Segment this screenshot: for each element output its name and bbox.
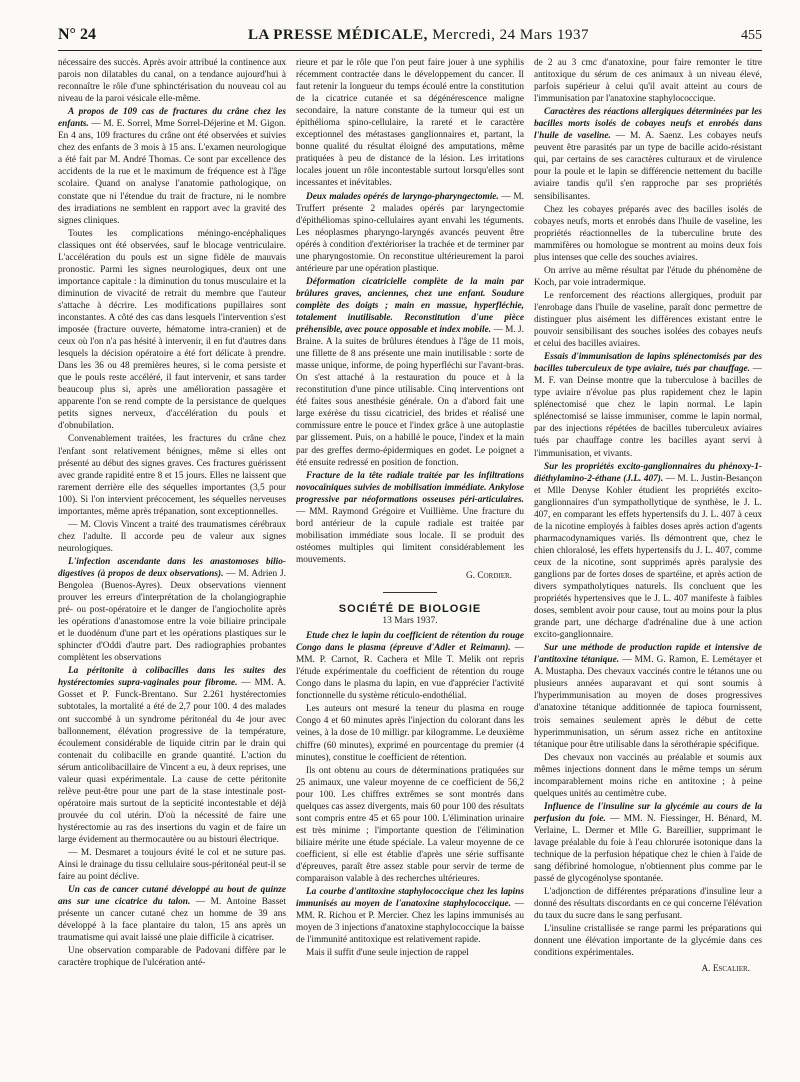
paragraph xyxy=(534,923,762,959)
paragraph xyxy=(58,106,286,226)
paragraph xyxy=(534,265,762,289)
paragraph xyxy=(534,461,762,642)
paragraph xyxy=(58,556,286,664)
paragraph-title: Fracture de la tête radiale traitée par les infiltrations novocaïniques suivies de mobilisation immédiate. Ankylose progressive par néoformations osseuses péri-articulaires. xyxy=(296,470,524,505)
paragraph xyxy=(296,630,524,702)
paragraph-body: Chez les cobayes préparés avec des bacilles isolés de cobayes neufs, morts et enrobés dans l'huile de vaseline, les propriétés réactionnelles de la tuberculine brute des mammifères ou homologue se montrent au moins deux fois plus intenses que celle des souches aviaires. xyxy=(534,204,762,263)
paragraph-body: — MM. N. Fiessinger, H. Bénard, M. Verlaine, L. Dermer et Mlle G. Bareillier, supprimant le lavage préalable du foie à l'eau chlorurée isotonique dans la technique de la perfusion hépatique chez le chien à l'aide de sang défibriné homologue, n'obtiennent plus comme par le passé de glycogénolyse spontanée. xyxy=(534,813,762,885)
paragraph xyxy=(296,276,524,469)
paragraph-body: — M. J. Braine. A la suites de brûlures étendues à l'âge de 11 mois, une fillette de 8 ans présente une main inutilisable : sorte de masse unique, informe, de poing hyperfléchi sur l'avant-bras. On s'est attaché à la restauration du pouce et à la reconstitution d'une pince utilisable. Cinq interventions ont été faites sous anesthésie générale. On a d'abord fait une large exérèse du tissu cicatriciel, des brides et réalisé une commissure entre le pouce et l'index grâce à une autoplastie par glissement. Puis, on a habillé le pouce, l'index et la main par des greffes dermo-épidermiques en godet. Le poignet a été ensuite redressé en position de fonction. xyxy=(296,325,524,468)
paragraph xyxy=(296,57,524,190)
paragraph xyxy=(296,191,524,275)
issue-date: Mercredi, 24 Mars 1937 xyxy=(432,27,589,43)
paragraph xyxy=(534,752,762,800)
paragraph-body: On arrive au même résultat par l'étude du phénomène de Koch, par voie intradermique. xyxy=(534,265,762,288)
paragraph xyxy=(58,945,286,969)
paragraph xyxy=(296,470,524,566)
column-2-top xyxy=(296,57,524,566)
section-divider xyxy=(383,592,437,593)
paragraph-title: Deux malades opérés de laryngo-pharyngectomie. xyxy=(306,191,499,202)
paragraph xyxy=(534,886,762,922)
paragraph-title: La péritonite à colibacilles dans les suites des hystérectomies supra-vaginales pour fibrome. xyxy=(58,666,286,689)
paragraph xyxy=(296,765,524,885)
paragraph xyxy=(534,106,762,202)
issue-number: N° 24 xyxy=(58,26,96,43)
paragraph-body: — MM. A. Gosset et P. Funck-Brentano. Sur 2.261 hystérectomies subtotales, la mortalité a été de 2,7 pour 100. 4 des malades ont succombé à un syndrome péritonéal du 4e jour avec ballonnement, élévation progressive de la température, écoulement considérable de liquide citrin par le drain qui contenait du colibacille en grande quantité. L'action du sérum anticolibacillaire de Vincent a eu, à deux reprises, une valeur quasi expérimentale. La cause de cette péritonite relève peut-être pour une part de la stase intestinale post-opératoire mais surtout de la septicité incontestable et déjà prouvée du col utérin. D'où la nécessité de faire une hystérectomie au ras des insertions du vagin et de faire un large évidement au thermocautère ou au bistouri électrique. xyxy=(58,678,286,845)
paragraph xyxy=(534,290,762,350)
paragraph xyxy=(58,884,286,944)
signature-cordier: G. Cordier. xyxy=(466,570,512,581)
paragraph xyxy=(58,519,286,555)
paragraph-title: Sur les propriétés excito-ganglionnaires du phénoxy-1-diéthylamino-2-éthane (J.L. 407). xyxy=(534,461,762,484)
paragraph-body: rieure et par le rôle que l'on peut faire jouer à une syphilis récemment contractée dans le développement du cancer. Il faut retenir la longueur du temps écoulé entre la constitution de la cicatrice cutanée et sa dégénérescence maligne secondaire, la nature constante de la tumeur qui est un épithélioma spino-cellulaire, la rareté et le caractère exceptionnel des métastases ganglionnaires et, partant, la bonne qualité du résultat éloigné des amputations, même pratiquées à peu de distance de la lésion. Les irritations locales jouent un rôle incontestable surtout lorsqu'elles sont incessantes et inévitables. xyxy=(296,58,524,189)
paragraph-body: Mais il suffit d'une seule injection de rappel xyxy=(306,948,469,959)
paragraph-title: Déformation cicatricielle complète de la main par brûlures graves, anciennes, chez une enfant. Soudure complète des doigts ; main en massue, hyperfléchie, totalement inutilisable. Reconstitution d'une pièce préhensible, avec pouce opposable et index mobile. xyxy=(296,276,524,336)
paragraph xyxy=(534,351,762,459)
paragraph xyxy=(296,703,524,763)
paragraph xyxy=(58,847,286,883)
page-header xyxy=(58,26,762,51)
paragraph xyxy=(58,57,286,105)
paragraph-body: — MM. Raymond Grégoire et Vuillième. Une fracture du bord antérieur de la cupule radiale est traitée par mobilisation immédiate sous locale. Il se produit des ostéomes multiples qui limitent considérablement les mouvements. xyxy=(296,506,524,565)
paragraph xyxy=(296,947,524,959)
paragraph xyxy=(534,57,762,105)
paragraph xyxy=(534,204,762,264)
paragraph xyxy=(534,642,762,750)
paragraph-title: La courbe d'antitoxine staphylococcique chez les lapins immunisés au moyen de l'anatoxine staphylococcique. xyxy=(296,887,524,910)
paragraph-title: Caractères des réactions allergiques déterminées par les bacilles morts isolés de cobayes neufs et enrobés dans l'huile de vaseline. xyxy=(534,107,762,142)
paragraph-body: Les auteurs ont mesuré la teneur du plasma en rouge Congo 4 et 60 minutes après l'injection du colorant dans les veines, à la dose de 10 milligr. par kilogramme. Le deuxième chiffre (60 minutes), exprimé en pourcentage du premier (4 minutes), constitue le coefficient de rétention. xyxy=(296,704,524,763)
paragraph-body: Le renforcement des réactions allergiques, produit par l'enrobage dans l'huile de vaseline, paraît donc permettre de distinguer plus aisément les différences existant entre le pouvoir sensibilisant des souches isolées des cobayes neufs et celui des bacilles aviaires. xyxy=(534,290,762,350)
journal-title: LA PRESSE MÉDICALE, xyxy=(247,27,428,43)
paragraph-title: A propos de 109 cas de fractures du crâne chez les enfants. xyxy=(58,107,286,130)
column-3 xyxy=(534,57,762,1074)
paragraph xyxy=(296,886,524,946)
paragraph-title: Etude chez le lapin du coefficient de rétention du rouge Congo dans le plasma (épreuve d'Adler et Reimann). xyxy=(296,631,524,654)
column-3-text xyxy=(534,57,762,959)
column-2 xyxy=(296,57,524,1074)
paragraph-body: — M. Clovis Vincent a traité des traumatismes cérébraux chez l'adulte. Il accorde peu de valeur aux signes neurologiques. xyxy=(58,519,286,554)
paragraph-body: — M. A. Saenz. Les cobayes neufs peuvent être parasités par un type de bacille acido-résistant qui, par certains de ses caractères culturaux et de virulence pour la poule et le lapin se différencie nettement du bacille aviaire tandis qu'il s'en rapproche par ses propriétés sensibilisantes. xyxy=(534,131,762,202)
paragraph xyxy=(534,801,762,885)
paragraph-body: — M. Antoine Basset présente un cancer cutané chez un homme de 39 ans développé à la face plantaire du talon, 15 ans après un traumatisme qui avait laissé une plaie difficile à cicatriser. xyxy=(58,897,286,944)
signature-escalier: A. Escalier. xyxy=(701,964,750,975)
paragraph xyxy=(58,228,286,433)
paragraph-body: — M. E. Sorrel, Mme Sorrel-Déjerine et M. Gigon. En 4 ans, 109 fractures du crâne ont été observées et suivies chez des enfants de 3 mois à 15 ans. L'examen neurologique a été fait par M. André Thomas. Ce sont par excellence des accidents de la rue et le maximum de fréquence est à l'âge scolaire. Quand on analyse l'anatomie pathologique, on constate que ni l'étendue du trait de fracture, ni le nombre des irradiations ne semblent en rapport avec la gravité des signes cliniques. xyxy=(58,119,286,226)
paragraph-body: Ils ont obtenu au cours de déterminations pratiquées sur 25 animaux, une valeur moyenne de ce coefficient de 56,2 pour 100. Les chiffres extrêmes se sont montrés dans quelques cas assez divergents, mais 60 pour 100 des résultats sont compris entre 45 et 65 pour 100. L'élimination urinaire est très minime ; l'importante question de l'élimination biliaire mérite une étude spéciale. La valeur moyenne de ce coefficient, si elle est établie d'après une série suffisante d'épreuves, paraît être assez stable pour servir de terme de comparaison valable à des recherches ultérieures. xyxy=(296,765,524,885)
column-2-biologie xyxy=(296,630,524,959)
paragraph-body: — M. F. van Deinse montre que la tuberculose à bacilles de type aviaire n'évolue pas plus rapidement chez le lapin splénectomisé que chez le lapin normal. Le lapin splénectomisé se laisse immuniser, comme le lapin normal, par des injections répétées de bacilles tuberculeux aviaires tués par chauffage contre les bacilles ayant servi à l'immunisation, et vivants. xyxy=(534,364,762,459)
paragraph-title: Un cas de cancer cutané développé au bout de quinze ans sur une cicatrice du talon. xyxy=(58,885,286,908)
article-columns xyxy=(58,57,762,1074)
column-1 xyxy=(58,57,286,1074)
journal-line xyxy=(248,27,589,44)
page-number: 455 xyxy=(741,28,762,43)
paragraph-title: Influence de l'insuline sur la glycémie au cours de la perfusion du foie. xyxy=(534,801,762,824)
paragraph xyxy=(58,665,286,846)
paragraph-body: — M. Desmaret a toujours évité le col et ne suture pas. Ainsi le drainage du tissu cellulaire sous-péritonéal peut-il se faire au point déclive. xyxy=(58,848,286,883)
section-date: 13 Mars 1937. xyxy=(382,616,438,627)
paragraph-body: Toutes les complications méningo-encéphaliques classiques ont été observées, sauf le blocage ventriculaire. L'accélération du pouls est un signe fidèle de mauvais pronostic. Parmi les signes neurologiques, deux ont une importance capitale : la diminution du tonus musculaire et la diminution de vivacité de retrait du membre que l'auteur s'attache à décrire. Les modifications pupillaires sont inconstantes. A côté des cas dans lesquels l'intervention s'est imposée (fracture ouverte, hématome intra-cranien) et de ceux où l'on n'a pas hésité à intervenir, il en fut d'autres dans lesquels la décision opératoire a été fort délicate à prendre. Dans les 36 ou 48 premières heures, si le coma persiste et que le pouls reste accéléré, il faut intervenir, et sans tarder beaucoup plus si, après une amélioration passagère et apparente l'on se rend compte de la persistance de quelques petits signes nerveux, d'accélération du pouls et d'obnubilation. xyxy=(58,228,286,432)
paragraph-body: — M. Adrien J. Bengolea (Buenos-Ayres). Deux observations viennent prouver les erreurs d'interprétation de la cholangiographie pré- ou post-opératoire et le danger de l'angiocholite après les opérations d'anastomose entre la voie biliaire principale et le duodénum d'une part et les opérations plastiques sur le sphincter d'Oddi d'autre part. Des radiographies probantes complètent les observations xyxy=(58,568,286,664)
paragraph-body: de 2 au 3 cmc d'anatoxine, pour faire remonter le titre antitoxique du sérum de ces animaux à un niveau élevé, parfois supérieur à celui qu'il avait atteint au cours de l'immunisation par l'anatoxine staphylococcique. xyxy=(534,58,762,105)
paragraph-body: — MM. R. Richou et P. Mercier. Chez les lapins immunisés au moyen de 3 injections d'anatoxine staphylococcique la baisse de l'immunité antitoxique est relativement rapide. xyxy=(296,899,524,946)
paragraph-title: Sur une méthode de production rapide et intensive de l'antitoxine tétanique. xyxy=(534,643,762,666)
paragraph-title: Essais d'immunisation de lapins splénectomisés par des bacilles tuberculeux de type aviaire, tués par chauffage. xyxy=(534,352,762,375)
section-title: SOCIÉTÉ DE BIOLOGIE xyxy=(338,603,482,616)
paragraph-body: Convenablement traitées, les fractures du crâne chez l'enfant sont relativement bénignes, même si elles ont présenté au début des signes graves. Ces fractures guérissent avec grande rapidité entre 8 et 15 jours. Elles ne laissent que rarement derrière elle des séquelles importantes (3,5 pour 100). Si l'on intervient précocement, les séquelles nerveuses importantes, même après trépanation, sont exceptionnelles. xyxy=(58,434,286,517)
paragraph xyxy=(58,433,286,517)
paragraph-body: Une observation comparable de Padovani diffère par le caractère trophique de l'ulcération anté- xyxy=(58,946,286,969)
paragraph-body: nécessaire des succès. Après avoir attribué la continence aux parois non dilatables du canal, on a tendance aujourd'hui à reconnaître le rôle d'une sphinctérisation du nouveau col au niveau de la paroi vésicale elle-même. xyxy=(58,58,286,105)
paragraph-title: L'infection ascendante dans les anastomoses bilio-digestives (à propos de deux observations). xyxy=(58,556,286,579)
paragraph-body: — MM. P. Carnot, R. Cachera et Mlle T. Melik ont repris l'étude expérimentale du coefficient de rétention du rouge Congo dans le plasma du lapin, en vue d'apprécier l'activité fonctionnelle du système réticulo-endothélial. xyxy=(296,643,524,702)
paragraph-body: — M. Truffert présente 2 malades opérés par laryngectomie d'épithéliomas spino-cellulaires ayant envahi les téguments. Les néoplasmes pharyngo-laryngés avancés peuvent être opérés à condition d'extérioriser la trachée et de terminer par une pharyngostomie. On reconstitue ultérieurement la paroi antérieure par une opération plastique. xyxy=(296,191,524,274)
paragraph-body: — MM. G. Ramon, E. Lemétayer et A. Mustapha. Des chevaux vaccinés contre le tétanos une ou plusieurs années auparavant et qui sont soumis à l'hyperimmunisation au moyen de doses progressives d'anatoxine tétanique additionnée de tapioca fournissent, trois semaines seulement après le début de cette hyperimmunisation, un sérum assez riche en antitoxine tétanique pour être utilisable dans la sérothérapie spécifique. xyxy=(534,655,762,750)
paragraph-body: — M. L. Justin-Besançon et Mlle Denyse Kohler étudient les propriétés excito-ganglionnaires d'un sympathollytique de synthèse, le J. L. 407, en comparant les effets hypertensifs du J. L. 407 à ceux de la nicotine employés à faibles doses après action d'agents pharmacodynamiques variés. Ils démontrent que, chez le chien chloralosé, les effets hypertensifs du J. L. 407, comme ceux de la nicotine, sont supprimés après paralysie des ganglions par de fortes doses de spartéine, et après action de divers sympatholytiques naturels. Ils concluent que les propriétés hypertensives que le J. L. 407 manifeste à faibles doses, semblent avoir pour cause, tout au moins pour la plus grande part, une décharge d'adrénaline due à une action excito-ganglionnaire. xyxy=(534,473,762,641)
paragraph-body: L'insuline cristallisée se range parmi les préparations qui donnent une élévation importante de la glycémie dans ces conditions expérimentales. xyxy=(534,924,762,959)
paragraph-body: L'adjonction de différentes préparations d'insuline leur a donné des résultats discordants en ce qui concerne l'élévation du taux du sucre dans le sang perfusant. xyxy=(534,887,762,922)
paragraph-body: Des chevaux non vaccinés au préalable et soumis aux mêmes injections donnent dans le même temps un sérum incomparablement moins riche en antitoxine ; à peine quelques unités au centimètre cube. xyxy=(534,752,762,799)
